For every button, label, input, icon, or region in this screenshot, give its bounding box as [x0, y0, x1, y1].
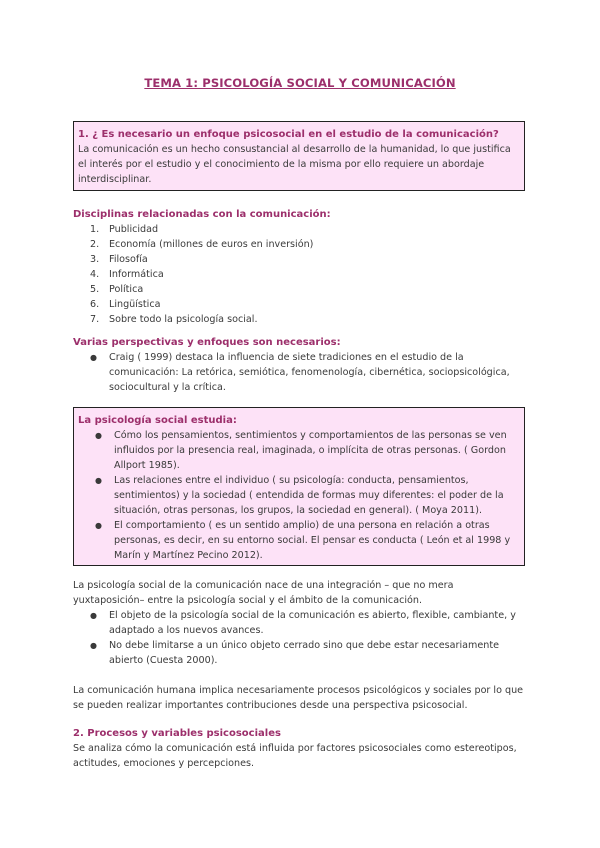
list-item: 4. Informática: [90, 269, 164, 280]
section1-box: [73, 121, 525, 191]
list-item: 6. Lingüística: [90, 299, 161, 310]
perspectives-heading: Varias perspectivas y enfoques son necesarios:: [73, 337, 341, 348]
list-item: 3. Filosofía: [90, 254, 148, 265]
social-psych-heading: La psicología social estudia:: [78, 415, 237, 426]
list-item: ● El objeto de la psicología social de la comunicación es abierto, flexible, cambiante, y adaptado a los nuevos avances.: [73, 608, 525, 638]
list-item: ● Craig ( 1999) destaca la influencia de siete tradiciones en el estudio de la comunicación: La retórica, semiótica, fenomenología, cibernética, sociopsicológica, sociocultural y la crítica.: [73, 350, 525, 395]
human-communication-paragraph: [73, 683, 525, 713]
page-title: TEMA 1: PSICOLOGÍA SOCIAL Y COMUNICACIÓN: [144, 76, 456, 90]
list-item: 5. Política: [90, 284, 144, 295]
list-item: ● Las relaciones entre el individuo ( su psicología: conducta, pensamientos, sentimientos) y la sociedad ( entendida de formas muy diferentes: el poder de la situación, otras personas, los grupos, la sociedad en general). ( Moya 2011).: [78, 473, 520, 518]
integration-list: [73, 608, 525, 668]
integration-section: [73, 578, 525, 668]
section2-heading: 2. Procesos y variables psicosociales: [73, 728, 281, 739]
list-item: 2. Economía (millones de euros en inversión): [90, 239, 314, 250]
human-comm-text: La comunicación humana implica necesariamente procesos psicológicos y sociales por lo que se pueden realizar importantes contribuciones desde una perspectiva psicosocial.: [73, 685, 524, 711]
section1-heading: 1. ¿ Es necesario un enfoque psicosocial en el estudio de la comunicación?: [78, 129, 499, 140]
disciplines-section: [73, 207, 525, 327]
disciplines-heading: Disciplinas relacionadas con la comunicación:: [73, 209, 331, 220]
perspectives-list: [73, 350, 525, 395]
section2-text: Se analiza cómo la comunicación está influida por factores psicosociales como estereotipos, actitudes, emociones y percepciones.: [73, 743, 517, 769]
list-item: 7. Sobre todo la psicología social.: [90, 314, 258, 325]
perspectives-section: [73, 335, 525, 395]
section2: [73, 726, 525, 771]
social-psych-list: [78, 428, 520, 563]
list-item: 1. Publicidad: [90, 224, 159, 235]
integration-text: La psicología social de la comunicación nace de una integración – que no mera yuxtaposición– entre la psicología social y el ámbito de la comunicación.: [73, 580, 454, 606]
social-psychology-box: [73, 407, 525, 566]
disciplines-list: [73, 222, 525, 327]
list-item: ● No debe limitarse a un único objeto cerrado sino que debe estar necesariamente abierto (Cuesta 2000).: [73, 638, 525, 668]
list-item: ● Cómo los pensamientos, sentimientos y comportamientos de las personas se ven influidos por la presencia real, imaginada, o implícita de otras personas. ( Gordon Allport 1985).: [78, 428, 520, 473]
section1-text: La comunicación es un hecho consustancial al desarrollo de la humanidad, lo que justifica el interés por el estudio y el conocimiento de la misma por ello requiere un abordaje interdisciplinar.: [78, 144, 511, 185]
list-item: ● El comportamiento ( es un sentido amplio) de una persona en relación a otras personas, es decir, en su entorno social. El pensar es conducta ( León et al 1998 y Marín y Martínez Pecino 2012).: [78, 518, 520, 563]
